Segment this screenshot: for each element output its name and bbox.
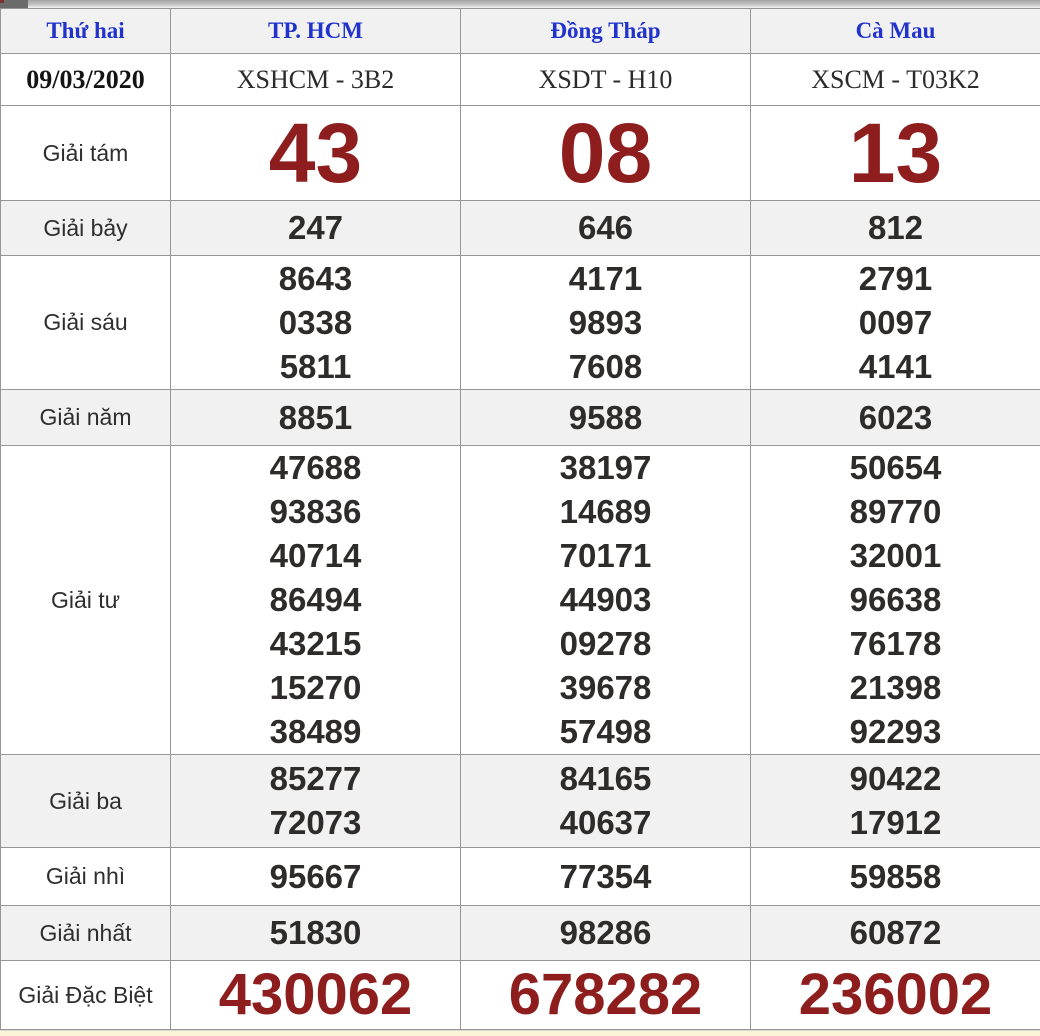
- result-number: 57498: [461, 710, 750, 754]
- result-number: 32001: [751, 534, 1040, 578]
- result-number: 21398: [751, 666, 1040, 710]
- draw-code-hcm: XSHCM - 3B2: [171, 54, 461, 106]
- result-cell: 43: [171, 106, 461, 201]
- result-number: 86494: [171, 578, 460, 622]
- result-cell: 247: [171, 201, 461, 256]
- result-number: 72073: [171, 801, 460, 845]
- result-number: 89770: [751, 490, 1040, 534]
- result-number: 38489: [171, 710, 460, 754]
- result-number: 9893: [461, 301, 750, 345]
- result-number: 14689: [461, 490, 750, 534]
- result-cell: 6023: [751, 390, 1040, 446]
- result-number: 15270: [171, 666, 460, 710]
- result-cell: 51830: [171, 906, 461, 961]
- result-cell: 9588: [461, 390, 751, 446]
- station-header-camau[interactable]: Cà Mau: [751, 9, 1040, 54]
- result-cell: 812: [751, 201, 1040, 256]
- result-cell: 646: [461, 201, 751, 256]
- result-number: 85277: [171, 757, 460, 801]
- prize-row-2nd: [1, 848, 1040, 906]
- result-number: 5811: [171, 345, 460, 389]
- result-number: 8643: [171, 257, 460, 301]
- prize-row-special: [1, 961, 1040, 1030]
- prize-label: Giải tư: [1, 446, 171, 755]
- result-cell: [171, 446, 461, 755]
- prize-label: Giải nhất: [1, 906, 171, 961]
- result-cell: 08: [461, 106, 751, 201]
- prize-label: Giải nhì: [1, 848, 171, 906]
- result-number: 96638: [751, 578, 1040, 622]
- result-number: 4141: [751, 345, 1040, 389]
- result-cell: 236002: [751, 961, 1040, 1030]
- prize-label: Giải tám: [1, 106, 171, 201]
- result-cell: 77354: [461, 848, 751, 906]
- result-number: 47688: [171, 446, 460, 490]
- result-number: 17912: [751, 801, 1040, 845]
- top-edge-corner-dot: [0, 0, 4, 3]
- draw-date: 09/03/2020: [1, 54, 171, 106]
- result-cell: 98286: [461, 906, 751, 961]
- draw-code-dongthap: XSDT - H10: [461, 54, 751, 106]
- header-row: [1, 9, 1040, 54]
- prize-label: Giải năm: [1, 390, 171, 446]
- result-cell: 59858: [751, 848, 1040, 906]
- result-number: 50654: [751, 446, 1040, 490]
- result-number: 4171: [461, 257, 750, 301]
- result-number: 40637: [461, 801, 750, 845]
- result-number: 44903: [461, 578, 750, 622]
- result-number: 0338: [171, 301, 460, 345]
- result-number: 40714: [171, 534, 460, 578]
- result-number: 09278: [461, 622, 750, 666]
- prize-row-6th: [1, 256, 1040, 390]
- top-edge-dark-segment: [0, 0, 28, 8]
- station-header-dongthap[interactable]: Đồng Tháp: [461, 9, 751, 54]
- result-number: 70171: [461, 534, 750, 578]
- result-number: 84165: [461, 757, 750, 801]
- result-cell: [461, 755, 751, 848]
- result-number: 90422: [751, 757, 1040, 801]
- result-number: 92293: [751, 710, 1040, 754]
- prize-label: Giải ba: [1, 755, 171, 848]
- result-number: 39678: [461, 666, 750, 710]
- result-cell: [751, 755, 1040, 848]
- prize-row-7th: [1, 201, 1040, 256]
- result-number: 76178: [751, 622, 1040, 666]
- result-cell: 8851: [171, 390, 461, 446]
- station-header-hcm[interactable]: TP. HCM: [171, 9, 461, 54]
- result-cell: [171, 256, 461, 390]
- draw-code-camau: XSCM - T03K2: [751, 54, 1040, 106]
- weekday-header[interactable]: Thứ hai: [1, 9, 171, 54]
- result-number: 38197: [461, 446, 750, 490]
- result-cell: [461, 446, 751, 755]
- result-cell: 60872: [751, 906, 1040, 961]
- page-top-edge: [0, 0, 1040, 8]
- result-cell: 430062: [171, 961, 461, 1030]
- result-cell: [171, 755, 461, 848]
- result-cell: [751, 256, 1040, 390]
- prize-row-1st: [1, 906, 1040, 961]
- result-number: 7608: [461, 345, 750, 389]
- prize-label: Giải bảy: [1, 201, 171, 256]
- date-row: [1, 54, 1040, 106]
- result-cell: [751, 446, 1040, 755]
- prize-row-4th: [1, 446, 1040, 755]
- lottery-results-table: [0, 8, 1040, 1030]
- page-bottom-strip: [0, 1030, 1040, 1036]
- result-cell: 13: [751, 106, 1040, 201]
- prize-label: Giải sáu: [1, 256, 171, 390]
- result-cell: 95667: [171, 848, 461, 906]
- result-number: 43215: [171, 622, 460, 666]
- result-number: 0097: [751, 301, 1040, 345]
- prize-row-5th: [1, 390, 1040, 446]
- prize-row-3rd: [1, 755, 1040, 848]
- result-number: 93836: [171, 490, 460, 534]
- prize-label: Giải Đặc Biệt: [1, 961, 171, 1030]
- result-cell: [461, 256, 751, 390]
- result-number: 2791: [751, 257, 1040, 301]
- prize-row-8th: [1, 106, 1040, 201]
- result-cell: 678282: [461, 961, 751, 1030]
